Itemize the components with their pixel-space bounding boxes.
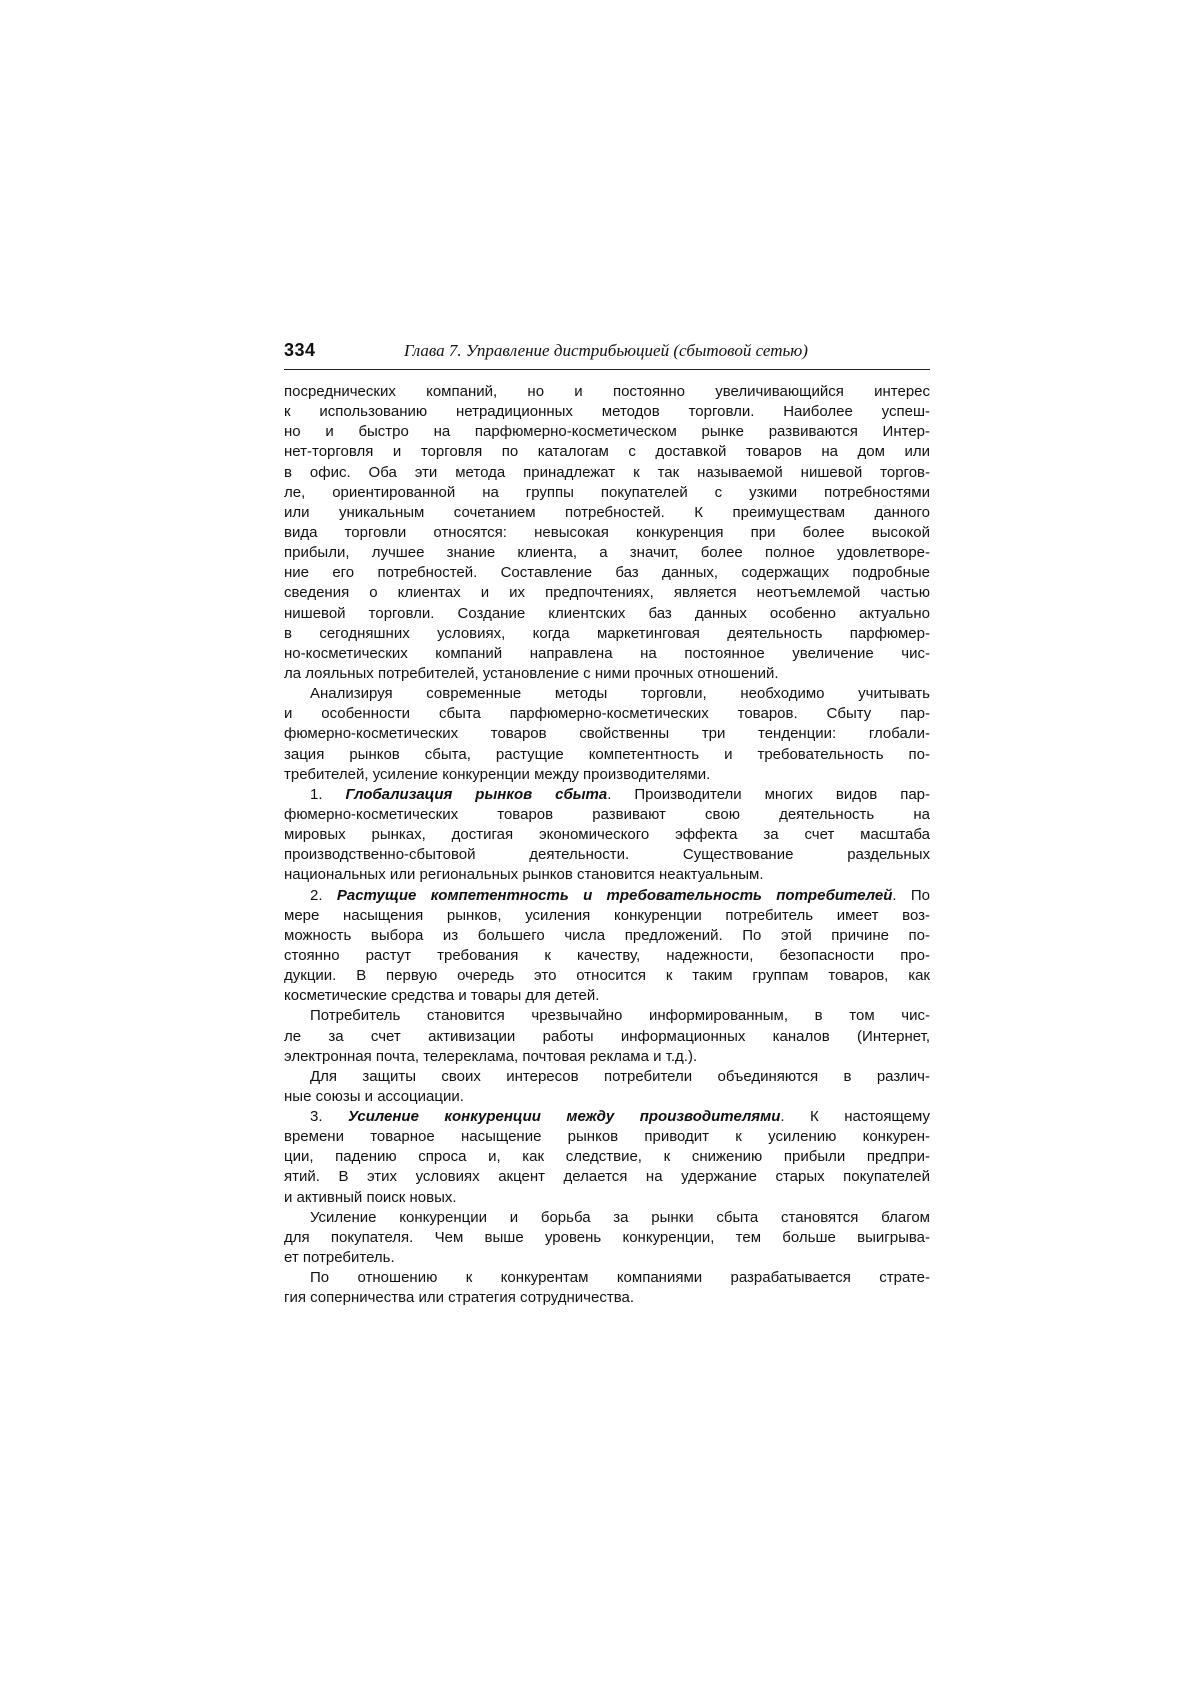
text-line [284,1208,930,1228]
text-line [284,422,930,442]
line-text: . Производители многих видов пар- [607,785,930,803]
text-line [284,664,930,684]
text-line [284,604,930,624]
text-line [284,906,930,926]
line-text: Анализируя современные методы торговли, необходимо учитывать [310,685,930,703]
line-text: вида торговли относятся: невысокая конкуренция при более высокой [284,523,930,541]
text-line [284,765,930,785]
text-line [284,845,930,865]
text-line [284,1167,930,1187]
text-line [284,1006,930,1026]
text-line [284,946,930,966]
list-number: 1. [310,785,346,803]
text-line [284,1188,930,1208]
line-text: национальных или региональных рынков становится неактуальным. [284,866,764,884]
text-line [284,825,930,845]
list-number: 3. [310,1108,348,1126]
line-text: ные союзы и ассоциации. [284,1087,464,1105]
text-line [284,563,930,583]
text-line [284,926,930,946]
text-line [284,523,930,543]
list-number: 2. [310,886,337,904]
text-line [284,1127,930,1147]
text-line [284,1248,930,1268]
line-text: стоянно растут требования к качеству, надежности, безопасности про- [284,946,930,964]
line-text: Усиление конкуренции и борьба за рынки сбыта становятся благом [310,1208,930,1226]
line-text: к использованию нетрадиционных методов торговли. Наиболее успеш- [284,403,930,421]
text-line [284,1268,930,1288]
line-text: Потребитель становится чрезвычайно информированным, в том чис- [310,1007,930,1025]
text-line [284,624,930,644]
page-number: 334 [284,340,316,360]
text-line [284,1147,930,1167]
line-text: но и быстро на парфюмерно-косметическом рынке развиваются Интер- [284,423,930,441]
text-line [284,442,930,462]
text-line [284,986,930,1006]
line-text: можность выбора из большего числа предложений. По этой причине по- [284,926,930,944]
text-line [284,785,930,805]
line-text: производственно-сбытовой деятельности. Существование раздельных [284,846,930,864]
emphasis-term: Глобализация рынков сбыта [345,785,608,803]
text-line [284,1067,930,1087]
line-text: ние его потребностей. Составление баз данных, содержащих подробные [284,564,930,582]
text-line [284,644,930,664]
line-text: сведения о клиентах и их предпочтениях, является неотъемлемой частью [284,584,930,602]
line-text: посреднических компаний, но и постоянно увеличивающийся интерес [284,383,930,400]
text-line [284,1027,930,1047]
line-text: требителей, усиление конкуренции между производителями. [284,765,711,783]
line-text: или уникальным сочетанием потребностей. К преимуществам данного [284,503,930,521]
line-text: зация рынков сбыта, растущие компетентность и требовательность по- [284,745,930,763]
page-header [284,339,930,370]
emphasis-term: Усиление конкуренции между производителями [347,1108,781,1126]
text-line [284,1228,930,1248]
line-text: мере насыщения рынков, усиления конкуренции потребитель имеет воз- [284,906,930,924]
line-text: нет-торговля и торговля по каталогам с доставкой товаров на дом или [284,443,930,461]
text-line [284,966,930,986]
line-text: фюмерно-косметических товаров свойственны три тенденции: глобали- [284,725,930,743]
line-text: ле за счет активизации работы информационных каналов (Интернет, [284,1027,930,1045]
line-text: времени товарное насыщение рынков приводит к усилению конкурен- [284,1128,930,1146]
text-line [284,463,930,483]
text-line [284,382,930,402]
text-line [284,543,930,563]
running-title: Глава 7. Управление дистрибьюцией (сбытовой сетью) [404,341,808,360]
line-text: ет потребитель. [284,1249,395,1267]
emphasis-term: Растущие компетентность и требовательность потребителей [336,886,893,904]
line-text: дукции. В первую очередь это относится к таким группам товаров, как [284,967,930,985]
line-text: ции, падению спроса и, как следствие, к снижению прибыли предпри- [284,1148,930,1166]
text-line [284,483,930,503]
line-text: ятий. В этих условиях акцент делается на удержание старых покупателей [284,1168,930,1186]
text-line [284,704,930,724]
line-text: По отношению к конкурентам компаниями разрабатывается страте- [310,1269,930,1287]
text-line [284,402,930,422]
line-text: в сегодняшних условиях, когда маркетинговая деятельность парфюмер- [284,624,930,642]
text-line [284,1107,930,1127]
text-line [284,1047,930,1067]
text-line [284,684,930,704]
text-line [284,503,930,523]
text-line [284,1288,930,1308]
line-text: косметические средства и товары для детей. [284,987,600,1005]
line-text: в офис. Оба эти метода принадлежат к так называемой нишевой торгов- [284,463,930,481]
text-line [284,865,930,885]
line-text: для покупателя. Чем выше уровень конкуренции, тем больше выигрыва- [284,1228,930,1246]
line-text: фюмерно-косметических товаров развивают свою деятельность на [284,805,930,823]
line-text: . К настоящему [780,1108,930,1126]
line-text: но-косметических компаний направлена на постоянное увеличение чис- [284,644,930,662]
body-text [284,382,930,1308]
text-line [284,583,930,603]
line-text: мировых рынках, достигая экономического эффекта за счет масштаба [284,826,930,844]
text-line [284,745,930,765]
line-text: ле, ориентированной на группы покупателей с узкими потребностями [284,483,930,501]
line-text: ла лояльных потребителей, установление с ними прочных отношений. [284,664,779,682]
line-text: прибыли, лучшее знание клиента, а значит, более полное удовлетворе- [284,544,930,562]
text-line [284,805,930,825]
text-line [284,886,930,906]
line-text: Для защиты своих интересов потребители объединяются в различ- [310,1067,930,1085]
line-text: . По [892,886,930,904]
line-text: нишевой торговли. Создание клиентских баз данных особенно актуально [284,604,930,622]
line-text: и активный поиск новых. [284,1188,457,1206]
line-text: и особенности сбыта парфюмерно-косметических товаров. Сбыту пар- [284,705,930,723]
line-text: гия соперничества или стратегия сотрудничества. [284,1289,635,1307]
line-text: электронная почта, телереклама, почтовая реклама и т.д.). [284,1047,698,1065]
text-line [284,724,930,744]
text-line [284,1087,930,1107]
